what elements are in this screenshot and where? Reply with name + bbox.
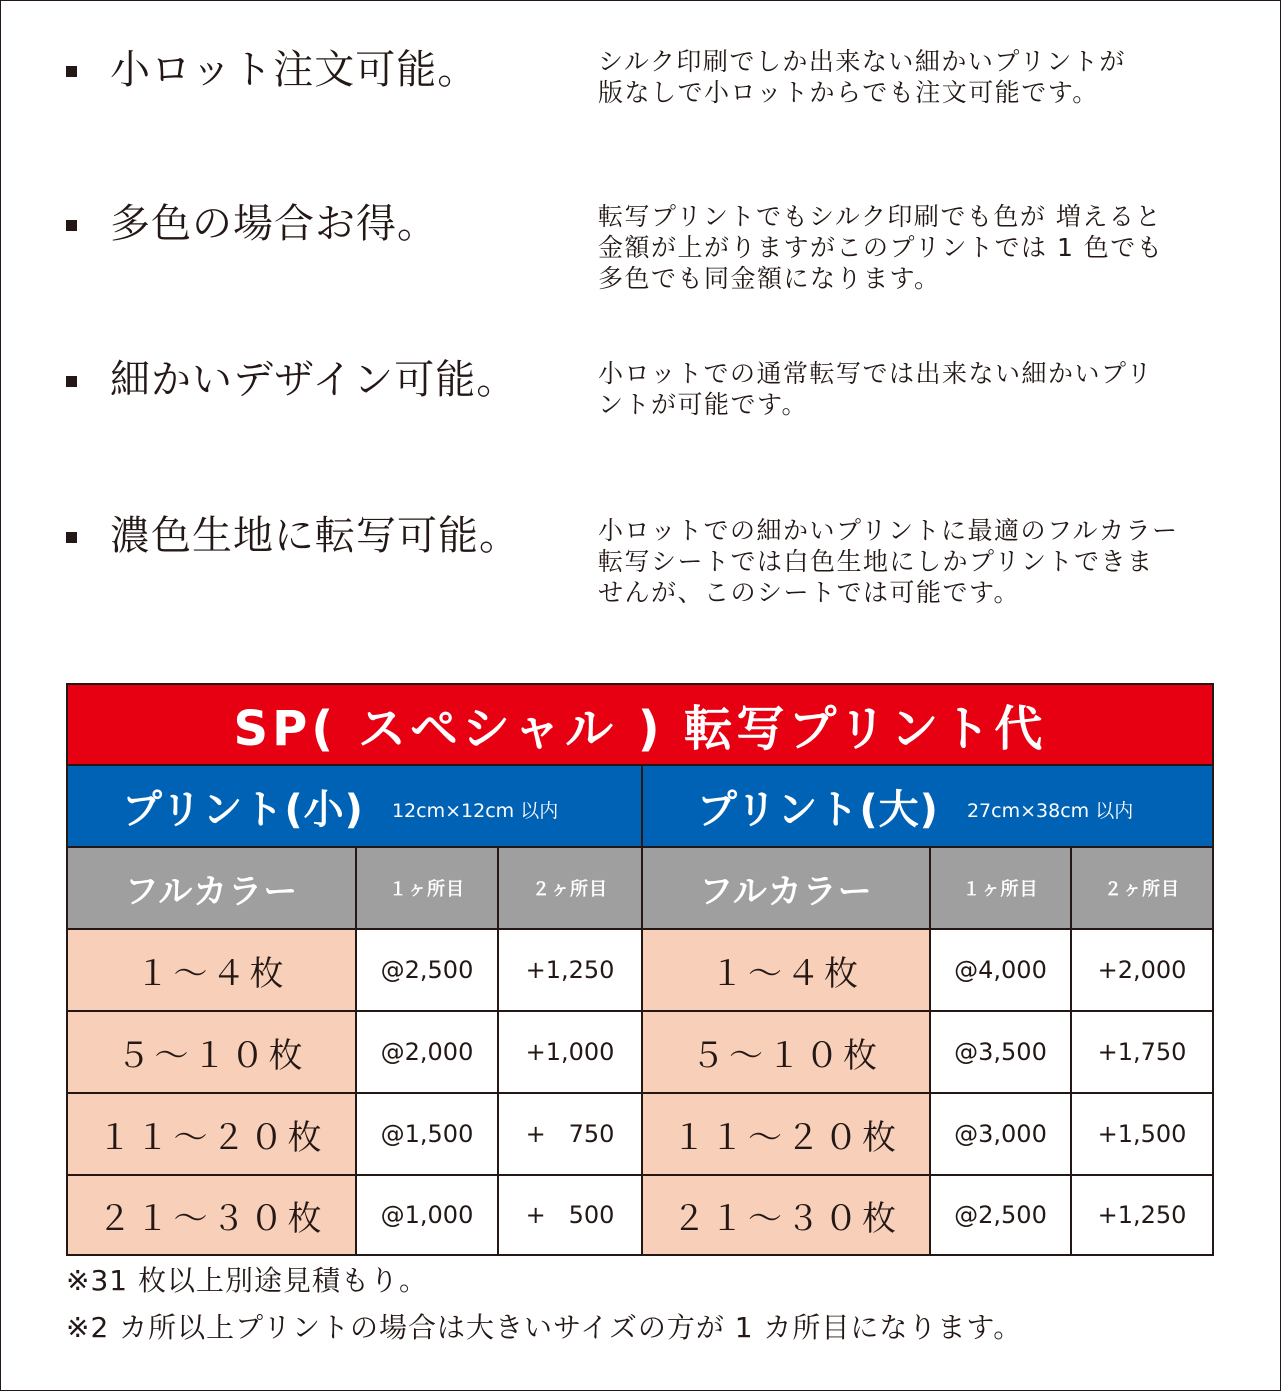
price-cell: + 500	[499, 1176, 643, 1254]
qty-cell: ２１～３０枚	[643, 1176, 931, 1254]
price-cell: @3,000	[931, 1094, 1072, 1176]
feature-title: 濃色生地に転写可能。	[110, 513, 520, 559]
col-header-color: フルカラー	[68, 848, 357, 930]
bullet-icon	[66, 66, 77, 77]
price-cell: @3,500	[931, 1012, 1072, 1094]
qty-cell: １１～２０枚	[68, 1094, 357, 1176]
price-cell: +1,250	[499, 930, 643, 1012]
size-label: プリント(大)	[697, 786, 939, 833]
qty-cell: １～４枚	[643, 930, 931, 1012]
bullet-icon	[66, 376, 77, 387]
note-text: ※2 カ所以上プリントの場合は大きいサイズの方が 1 カ所目になります。	[66, 1311, 1023, 1344]
price-cell: + 750	[499, 1094, 643, 1176]
qty-cell: ５～１０枚	[68, 1012, 357, 1094]
price-cell: +1,000	[499, 1012, 643, 1094]
feature-description: シルク印刷でしか出来ない細かいプリントが 版なしで小ロットからでも注文可能です。	[598, 47, 1126, 107]
size-header-large	[643, 766, 1212, 848]
col-header-second: ２ヶ所目	[499, 848, 643, 930]
price-cell: +2,000	[1072, 930, 1212, 1012]
price-cell: +1,750	[1072, 1012, 1212, 1094]
size-header-small	[68, 766, 641, 848]
size-note: 12cm×12cm 以内	[391, 799, 559, 822]
price-cell: @2,000	[357, 1012, 499, 1094]
price-cell: @4,000	[931, 930, 1072, 1012]
qty-cell: １～４枚	[68, 930, 357, 1012]
col-header-first: １ヶ所目	[931, 848, 1072, 930]
feature-description: 小ロットでの通常転写では出来ない細かいプリ ントが可能です。	[598, 359, 1154, 419]
note-text: ※31 枚以上別途見積もり。	[66, 1264, 428, 1297]
feature-title: 細かいデザイン可能。	[110, 357, 518, 403]
feature-description: 小ロットでの細かいプリントに最適のフルカラー 転写シートでは白色生地にしかプリントできま せんが、このシートでは可能です。	[598, 516, 1179, 607]
price-cell: @2,500	[357, 930, 499, 1012]
col-header-color: フルカラー	[643, 848, 931, 930]
price-cell: @1,500	[357, 1094, 499, 1176]
col-header-first: １ヶ所目	[357, 848, 499, 930]
qty-cell: ５～１０枚	[643, 1012, 931, 1094]
size-label: プリント(小)	[122, 786, 364, 833]
bullet-icon	[66, 220, 77, 231]
price-cell: +1,250	[1072, 1176, 1212, 1254]
feature-title: 多色の場合お得。	[110, 201, 438, 247]
qty-cell: １１～２０枚	[643, 1094, 931, 1176]
feature-title: 小ロット注文可能。	[110, 47, 479, 93]
price-cell: @2,500	[931, 1176, 1072, 1254]
size-note: 27cm×38cm 以内	[966, 799, 1134, 822]
price-table-title: SP( スペシャル ) 転写プリント代	[68, 685, 1212, 766]
feature-description: 転写プリントでもシルク印刷でも色が 増えると 金額が上がりますがこのプリントでは 1 色でも 多色でも同金額になります。	[598, 202, 1164, 293]
bullet-icon	[66, 532, 77, 543]
price-cell: @1,000	[357, 1176, 499, 1254]
price-table	[66, 683, 1214, 1256]
qty-cell: ２１～３０枚	[68, 1176, 357, 1254]
col-header-second: ２ヶ所目	[1072, 848, 1212, 930]
price-cell: +1,500	[1072, 1094, 1212, 1176]
